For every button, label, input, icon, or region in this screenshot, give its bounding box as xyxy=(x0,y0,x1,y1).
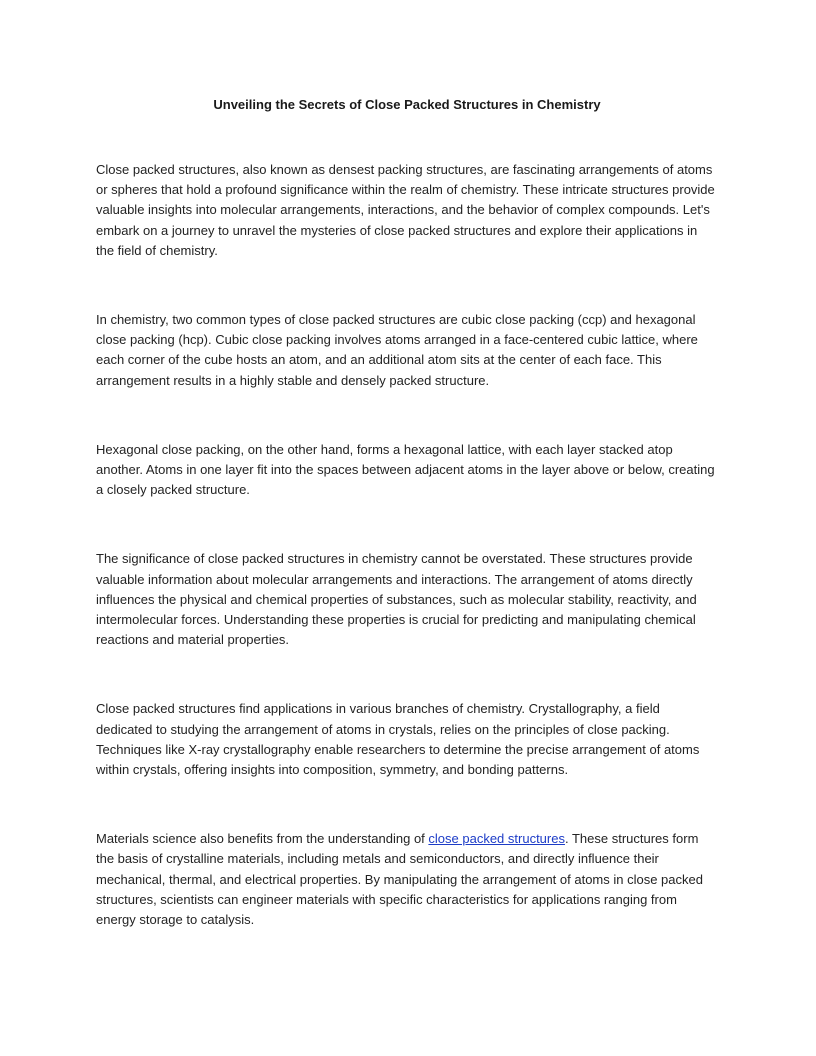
paragraph-significance: The significance of close packed structures in chemistry cannot be overstated. These structures provide valuable information about molecular arrangements and interactions. The arrangement of atoms directly influences the physical and chemical properties of substances, such as molecular stability, reactivity, and intermolecular forces. Understanding these properties is crucial for predicting and manipulating chemical reactions and material properties. xyxy=(96,551,697,648)
paragraph-text-after-link: . These structures form the basis of crystalline materials, including metals and semiconductors, and directly influence their mechanical, thermal, and electrical properties. By manipulating the arrangement of atoms in close packed structures, scientists can engineer materials with specific characteristics for applications ranging from energy storage to catalysis. xyxy=(96,831,703,928)
paragraph-materials-science xyxy=(96,829,718,930)
paragraph-hcp: Hexagonal close packing, on the other hand, forms a hexagonal lattice, with each layer stacked atop another. Atoms in one layer fit into the spaces between adjacent atoms in the layer above or below, creating a closely packed structure. xyxy=(96,441,715,498)
paragraph-ccp-hcp: In chemistry, two common types of close packed structures are cubic close packing (ccp) and hexagonal close packing (hcp). Cubic close packing involves atoms arranged in a face-centered cubic lattice, where each corner of the cube hosts an atom, and an additional atom sits at the center of each face. This arrangement results in a highly stable and densely packed structure. xyxy=(96,312,698,388)
paragraph-text-before-link: Materials science also benefits from the understanding of xyxy=(96,831,429,847)
paragraph-intro: Close packed structures, also known as densest packing structures, are fascinating arrangements of atoms or spheres that hold a profound significance within the realm of chemistry. These intricate structures provide valuable insights into molecular arrangements, interactions, and the behavior of complex compounds. Let's embark on a journey to unravel the mysteries of close packed structures and explore their applications in the field of chemistry. xyxy=(96,162,715,258)
close-packed-structures-link[interactable]: close packed structures xyxy=(428,831,565,847)
document-title: Unveiling the Secrets of Close Packed Structures in Chemistry xyxy=(213,97,601,112)
paragraph-applications: Close packed structures find applications in various branches of chemistry. Crystallography, a field dedicated to studying the arrangement of atoms in crystals, relies on the principles of close packing. Techniques like X-ray crystallography enable researchers to determine the precise arrangement of atoms within crystals, offering insights into composition, symmetry, and bonding patterns. xyxy=(96,701,700,778)
